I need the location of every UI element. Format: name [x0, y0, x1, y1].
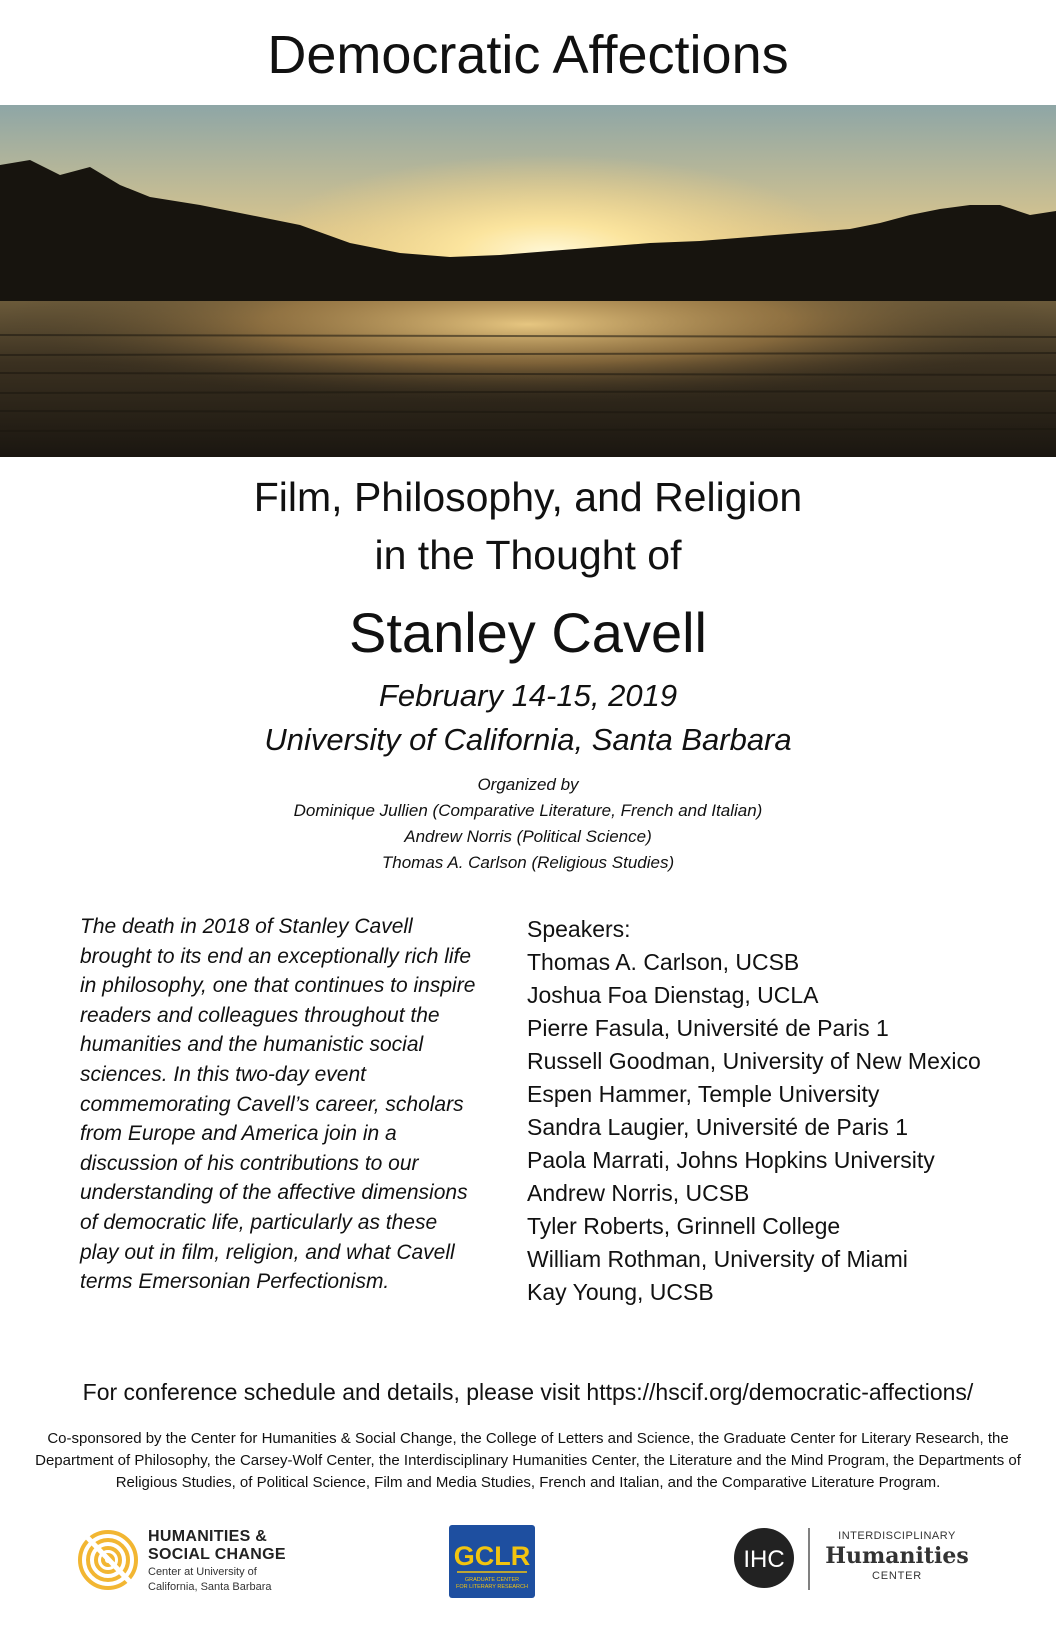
organizer-2: Andrew Norris (Political Science) — [404, 827, 652, 846]
gclr-sub-2: FOR LITERARY RESEARCH — [456, 1584, 528, 1590]
event-date: February 14-15, 2019 — [378, 678, 678, 713]
speakers-section — [527, 913, 1027, 1309]
event-description: The death in 2018 of Stanley Cavell brought to its end an exceptionally rich life in philosophy, one that continues to inspire readers and colleagues throughout the humanities and the humanistic social sciences. In this two-day event commemorating Cavell’s career, scholars from Europe and America join in a discussion of his contributions to our understanding of the affective dimensions of democratic life, particularly as these play out in film, religion, and what Cavell terms Emersonian Perfectionism. — [80, 915, 476, 1294]
hsc-logo-line-4: California, Santa Barbara — [148, 1581, 272, 1593]
ihc-logo — [732, 1524, 972, 1594]
organizer-1: Dominique Jullien (Comparative Literature, French and Italian) — [293, 801, 763, 820]
speaker-item: Andrew Norris, UCSB — [527, 1180, 750, 1206]
event-university: University of California, Santa Barbara — [264, 722, 792, 757]
gclr-sub-1: GRADUATE CENTER — [464, 1577, 520, 1583]
cosponsors-text: Co-sponsored by the Center for Humanities & Social Change, the College of Letters and Science, the Graduate Center for Literary Research, the Department of Philosophy, the Carsey-Wolf Center, the Interdisciplinary Humanities Center, the Literature and the Mind Program, the Departments of Religious Studies, of Political Science, Film and Media Studies, French and Italian, and the Comparative Literature Program. — [35, 1430, 1021, 1491]
ihc-logo-line-3: CENTER — [871, 1570, 923, 1582]
ihc-mark-icon — [732, 1524, 812, 1594]
gclr-abbr: GCLR — [453, 1541, 531, 1571]
ihc-mark-text: IHC — [743, 1546, 785, 1573]
poster-title: Democratic Affections — [267, 25, 789, 85]
speaker-item: Joshua Foa Dienstag, UCLA — [527, 982, 819, 1008]
speakers-heading: Speakers: — [527, 916, 631, 942]
gclr-logo — [449, 1525, 535, 1598]
hsc-logo — [76, 1522, 306, 1596]
hsc-logo-line-3: Center at University of — [148, 1566, 257, 1578]
speaker-item: Thomas A. Carlson, UCSB — [527, 949, 800, 975]
speaker-item: Russell Goodman, University of New Mexico — [527, 1048, 981, 1074]
hsc-spiral-icon — [76, 1522, 140, 1596]
subtitle-line-1: Film, Philosophy, and Religion — [253, 474, 803, 520]
speaker-item: William Rothman, University of Miami — [527, 1246, 908, 1272]
speaker-item: Espen Hammer, Temple University — [527, 1081, 880, 1107]
subtitle-line-2: in the Thought of — [374, 532, 682, 578]
speaker-item: Pierre Fasula, Université de Paris 1 — [527, 1015, 889, 1041]
speaker-item: Kay Young, UCSB — [527, 1279, 714, 1305]
honoree-name: Stanley Cavell — [349, 601, 707, 664]
hsc-logo-line-1: HUMANITIES & — [148, 1528, 268, 1545]
organizers-heading: Organized by — [477, 775, 579, 794]
schedule-link-text: For conference schedule and details, please visit https://hscif.org/democratic-affections/ — [82, 1379, 974, 1405]
sunset-lake-photo — [0, 105, 1056, 457]
organizer-3: Thomas A. Carlson (Religious Studies) — [381, 853, 675, 872]
speaker-item: Paola Marrati, Johns Hopkins University — [527, 1147, 935, 1173]
speakers-list — [527, 946, 1027, 1309]
speaker-item: Tyler Roberts, Grinnell College — [527, 1213, 841, 1239]
ihc-logo-line-2: Humanities — [825, 1543, 969, 1569]
hsc-logo-line-2: SOCIAL CHANGE — [148, 1546, 286, 1563]
speaker-item: Sandra Laugier, Université de Paris 1 — [527, 1114, 908, 1140]
ihc-logo-line-1: INTERDISCIPLINARY — [838, 1530, 956, 1542]
